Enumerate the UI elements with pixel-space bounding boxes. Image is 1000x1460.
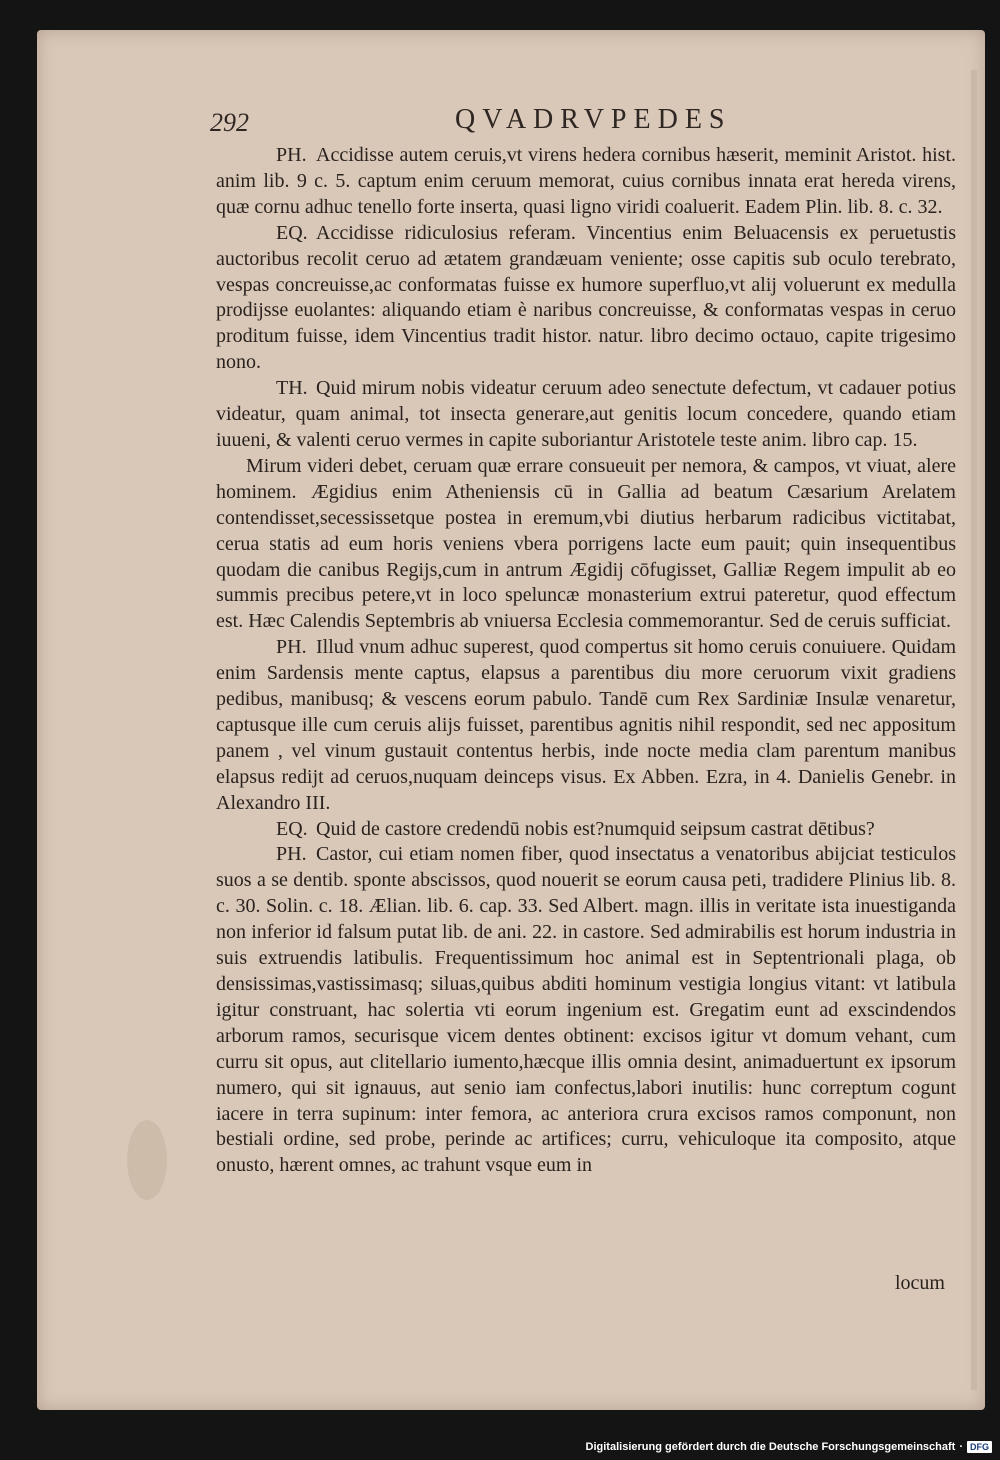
paragraph [216,221,956,376]
paragraph-text: Mirum videri debet, ceruam quæ errare consueuit per nemora, & campos, vt viuat, alere hominem. Ægidius enim Atheniensis cū in Gallia ad beatum Cæsarium Arelatem contendisset,secessissetque postea in eremum,vbi diutius herbarum radicibus victitabat, cerua statis ad eum horis veniens vbera porrigens lacte eum pauit; quin insequentibus quodam die canibus Regijs,cum in antrum Ægidij cōfugisset, Galliæ Regem impulit ab eo summis precibus petere,vt in loco speluncæ monasterium extrui pateretur, quod effectum est. Hæc Calendis Septembris ab vniuersa Ecclesia commemorantur. Sed de ceruis sufficiat. [216,454,956,633]
speaker-label: TH. [276,377,308,400]
paragraph [216,635,956,816]
running-title: QVADRVPEDES [455,104,732,135]
page-header [210,100,770,140]
paper-stain [127,1120,167,1200]
speaker-label: PH. [276,144,307,166]
footer-separator: · [959,1441,963,1453]
paragraph-text: Accidisse autem ceruis,vt virens hedera cornibus hæserit, meminit Aristot. hist. anim lib. 9 c. 5. captum enim ceruum memorat, cuius cornibus innata erat hereda virens, quæ cornu adhuc tenello forte inserta, quasi ligno viridi coaluerit. Eadem Plin. lib. 8. c. 32. [216,144,956,218]
page-number: 292 [210,108,249,137]
paragraph [216,454,956,635]
speaker-label: EQ. [276,817,308,840]
page-edge [971,70,977,1390]
speaker-label: PH. [276,843,307,866]
paragraph-text: Quid mirum nobis videatur ceruum adeo senectute defectum, vt cadauer potius videatur, quam animal, tot insecta generare,aut genitis locum concedere, quando etiam iuueni, & valenti ceruo vermes in capite suboriantur Aristotele teste anim. libro cap. 15. [216,377,956,451]
paragraph [216,143,956,221]
paragraph [216,842,956,1179]
catchword: locum [895,1272,945,1294]
paragraph-text: Accidisse ridiculosius referam. Vincentius enim Beluacensis ex peruetustis auctoribus recolit ceruo ad ætatem grandæuam veniente; osse capitis sub oculo terebrato, vespas concreuisse,ac conformatas fuisse ex humore superfluo,vt alij voluerunt ex medulla prodijsse euolantes: aliquando etiam è naribus concreuisse, & conformatas vespas in ceruo proditum fuisse, idem Vincentius tradit histor. natur. libro decimo octauo, capite trigesimo nono. [216,221,956,374]
paragraph [216,376,956,454]
paragraph-text: Illud vnum adhuc superest, quod compertus sit homo ceruis conuiuere. Quidam enim Sardensis mente captus, elapsus a parentibus diu more ceruorum vixit gradiens pedibus, manibusq; & vescens eorum pabulo. Tandē cum Rex Sardiniæ Insulæ venaretur, captusque ille cum ceruis alijs fuisset, parentibus agnitis nihil respondit, sed nec appositum panem , vel vinum gustauit contentus herbis, inde nocte media clam parentum manibus elapsus redijt ad ceruos,nuquam deinceps visus. Ex Abben. Ezra, in 4. Danielis Genebr. in Alexandro III. [216,636,956,814]
dfg-logo-icon: DFG [967,1441,992,1453]
footer-text: Digitalisierung gefördert durch die Deutsche Forschungsgemeinschaft [585,1441,956,1453]
speaker-label: EQ. [276,221,308,244]
paragraph-text: Quid de castore credendū nobis est?numquid seipsum castrat dētibus? [316,817,875,840]
paragraph [216,817,956,843]
footer-credit [586,1441,992,1453]
paragraph-text: Castor, cui etiam nomen fiber, quod insectatus a venatoribus abijciat testiculos suos a se dentib. sponte abscissos, quod nouerit se eorum causa peti, tradidere Plinius lib. 8. c. 30. Solin. c. 18. Ælian. lib. 6. cap. 33. Sed Albert. magn. illis in veritate ista inuestiganda non inferior id falsum putat lib. de ani. 22. in castore. Sed admirabilis est horum industria in suis extruendis latibulis. Frequentissimum hoc animal est in Septentrionali plaga, ob densissimas,vastissimasq; siluas,quibus abditi hominum vestigia longius vitant: vt latibula igitur construant, hac solertia vti eorum ingenium est. Gregatim eunt ad exscindendos arborum ramos, securisque vicem dentes obtinent: excisos igitur vt domum vehant, cum curru sit opus, aut clitellario iumento,hæcque illis omnia desint, animaduertunt ex ipsorum numero, qui sit ignauus, aut senio iam confectus,labori inutilis: hunc correptum cogunt iacere in terra supinum: inter femora, ac anteriora crura excisos ramos componunt, non bestiali ordine, sed probe, perinde ac artifices; curru, vehiculoque ita composito, atque onusto, hærent omnes, ac trahunt vsque eum in [216,843,956,1177]
body-text [216,143,956,1179]
speaker-label: PH. [276,636,307,659]
